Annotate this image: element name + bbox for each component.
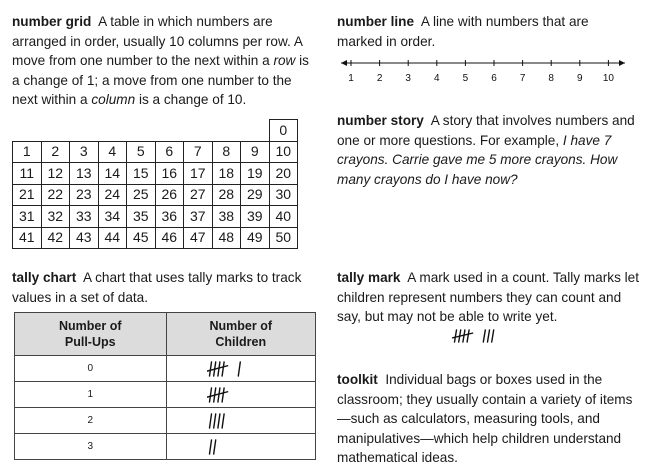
- number-line-label: 1: [348, 73, 354, 84]
- tally-stroke: [483, 330, 485, 342]
- toolkit-term: toolkit: [337, 372, 378, 387]
- tally-stroke: [467, 330, 469, 342]
- grid-cell: 13: [70, 163, 99, 185]
- tally-row: [15, 434, 316, 460]
- tally-stroke: [217, 362, 219, 376]
- grid-cell: 23: [70, 184, 99, 206]
- tally-chart-def: A chart that uses tally marks to track values in a set of data.: [12, 270, 302, 305]
- number-line-label: 3: [405, 73, 411, 84]
- tally-stroke: [217, 414, 219, 428]
- tally-mark-term: tally mark: [337, 270, 401, 285]
- tally-stroke: [209, 414, 211, 428]
- tally-stroke: [488, 330, 490, 342]
- grid-cell: 17: [184, 163, 213, 185]
- number-line-label: 7: [519, 73, 526, 84]
- grid-cell: 22: [41, 184, 70, 206]
- grid-cell: 50: [269, 227, 298, 249]
- tally-header-children-text: Number of Children: [209, 319, 272, 349]
- tally-stroke: [222, 388, 224, 402]
- number-line-label: 4: [434, 73, 440, 84]
- grid-cell-empty: [184, 120, 213, 142]
- grid-cell: 46: [155, 227, 184, 249]
- number-line-label: 2: [376, 73, 383, 84]
- tally-header-pullups: [15, 313, 167, 356]
- grid-cell-empty: [70, 120, 99, 142]
- grid-row: [13, 120, 298, 142]
- number-grid-column-word: column: [91, 92, 136, 108]
- grid-row: [13, 163, 298, 185]
- grid-cell-empty: [127, 120, 156, 142]
- tally-mark-definition: [337, 268, 642, 327]
- number-story-term: number story: [337, 113, 424, 128]
- grid-cell: 16: [155, 163, 184, 185]
- grid-cell: 43: [70, 227, 99, 249]
- number-line-figure: [337, 56, 632, 88]
- grid-row: [13, 206, 298, 228]
- number-story-def: A story that involves numbers and one or more questions. For example,: [337, 113, 635, 148]
- grid-row: [13, 141, 298, 163]
- grid-cell: 41: [13, 227, 42, 249]
- number-line-label: 9: [577, 73, 583, 84]
- number-grid-row-word: row: [273, 53, 296, 69]
- grid-cell: 32: [41, 206, 70, 228]
- grid-cell: 4: [98, 141, 127, 163]
- number-line-right-arrow: [619, 60, 625, 66]
- grid-cell: 31: [13, 206, 42, 228]
- number-line-definition: [337, 12, 637, 51]
- grid-cell: 28: [212, 184, 241, 206]
- grid-cell: 30: [269, 184, 298, 206]
- tally-row: [15, 408, 316, 434]
- tally-marks-icon: [207, 386, 242, 404]
- number-grid-table: [12, 119, 298, 249]
- grid-cell: 15: [127, 163, 156, 185]
- tally-marks-icon: [207, 360, 246, 378]
- tally-chart-definition: [12, 268, 317, 307]
- grid-cell: 25: [127, 184, 156, 206]
- toolkit-definition: [337, 370, 642, 468]
- number-line-term: number line: [337, 14, 415, 29]
- grid-cell: 39: [241, 206, 270, 228]
- tally-stroke: [222, 414, 224, 428]
- tally-stroke: [222, 362, 224, 376]
- grid-cell: 14: [98, 163, 127, 185]
- tally-pullups-cell: 0: [15, 356, 167, 382]
- tally-pullups-cell: 1: [15, 382, 167, 408]
- tally-row: [15, 356, 316, 382]
- grid-cell: 1: [13, 141, 42, 163]
- grid-cell: 3: [70, 141, 99, 163]
- number-line-label: 10: [602, 73, 614, 84]
- number-line-label: 5: [462, 73, 469, 84]
- tally-row: [15, 382, 316, 408]
- number-grid-def-post: is a change of 10.: [135, 92, 247, 108]
- grid-cell: 20: [269, 163, 298, 185]
- grid-cell: 2: [41, 141, 70, 163]
- grid-cell: 8: [212, 141, 241, 163]
- grid-cell: 21: [13, 184, 42, 206]
- tally-children-cell: [166, 382, 316, 408]
- grid-cell: 29: [241, 184, 270, 206]
- grid-cell: 47: [184, 227, 213, 249]
- grid-cell: 36: [155, 206, 184, 228]
- grid-cell-empty: [241, 120, 270, 142]
- tally-stroke: [213, 440, 215, 454]
- tally-header-children: [166, 313, 316, 356]
- tally-children-cell: [166, 356, 316, 382]
- grid-cell-empty: [41, 120, 70, 142]
- grid-cell: 24: [98, 184, 127, 206]
- number-grid-term: number grid: [12, 14, 92, 29]
- grid-cell: 0: [269, 120, 298, 142]
- grid-cell: 6: [155, 141, 184, 163]
- grid-cell: 42: [41, 227, 70, 249]
- number-line-label: 6: [491, 73, 497, 84]
- number-grid-def-pre: A table in which numbers are arranged in order, usually 10 columns per row. A move from one number to the next within a: [12, 14, 303, 69]
- grid-cell: 48: [212, 227, 241, 249]
- grid-cell: 7: [184, 141, 213, 163]
- grid-cell: 44: [98, 227, 127, 249]
- tally-chart-term: tally chart: [12, 270, 77, 285]
- grid-cell: 11: [13, 163, 42, 185]
- number-grid-def-mid: is a change of 1; a move from one number to the next within a: [12, 53, 309, 108]
- toolkit-def: Individual bags or boxes used in the classroom; they usually contain a variety of items—such as calculators, measuring tools, and manipulatives—which help children understand mathematical ideas.: [337, 372, 633, 466]
- grid-cell: 40: [269, 206, 298, 228]
- tally-header-pullups-text: Number of Pull-Ups: [59, 319, 122, 349]
- grid-cell-empty: [155, 120, 184, 142]
- number-line-def: A line with numbers that are marked in order.: [337, 14, 589, 49]
- tally-stroke: [238, 362, 240, 376]
- grid-cell: 26: [155, 184, 184, 206]
- grid-cell-empty: [98, 120, 127, 142]
- grid-cell: 19: [241, 163, 270, 185]
- tally-stroke: [209, 388, 211, 402]
- grid-cell: 35: [127, 206, 156, 228]
- tally-stroke: [213, 414, 215, 428]
- tally-marks-icon: [207, 412, 230, 430]
- grid-row: [13, 184, 298, 206]
- number-story-definition: [337, 111, 637, 189]
- tally-stroke: [217, 388, 219, 402]
- tally-children-cell: [166, 434, 316, 460]
- grid-cell: 12: [41, 163, 70, 185]
- grid-cell: 45: [127, 227, 156, 249]
- grid-cell: 34: [98, 206, 127, 228]
- grid-cell-empty: [212, 120, 241, 142]
- grid-cell: 18: [212, 163, 241, 185]
- grid-cell: 27: [184, 184, 213, 206]
- tally-stroke: [492, 330, 494, 342]
- grid-cell: 38: [212, 206, 241, 228]
- grid-cell: 10: [269, 141, 298, 163]
- grid-cell: 5: [127, 141, 156, 163]
- number-line-label: 8: [548, 73, 554, 84]
- number-grid-definition: [12, 12, 317, 110]
- grid-cell: 33: [70, 206, 99, 228]
- tally-chart-table: [14, 312, 316, 460]
- tally-marks-icon: [207, 438, 221, 456]
- number-story-example: I have 7 crayons. Carrie gave me 5 more crayons. How many crayons do I have now?: [337, 132, 618, 187]
- grid-cell: 9: [241, 141, 270, 163]
- grid-cell: 37: [184, 206, 213, 228]
- tally-pullups-cell: 3: [15, 434, 167, 460]
- tally-stroke: [209, 440, 211, 454]
- tally-marks-icon: [452, 328, 499, 344]
- tally-stroke: [209, 362, 211, 376]
- tally-children-cell: [166, 408, 316, 434]
- number-line-left-arrow: [341, 60, 347, 66]
- grid-cell-empty: [13, 120, 42, 142]
- grid-row: [13, 227, 298, 249]
- tally-stroke: [455, 330, 457, 342]
- grid-cell: 49: [241, 227, 270, 249]
- tally-mark-def: A mark used in a count. Tally marks let children represent numbers they can count and say, but may not be able to write yet.: [337, 270, 639, 325]
- tally-pullups-cell: 2: [15, 408, 167, 434]
- tally-mark-example: [452, 327, 499, 345]
